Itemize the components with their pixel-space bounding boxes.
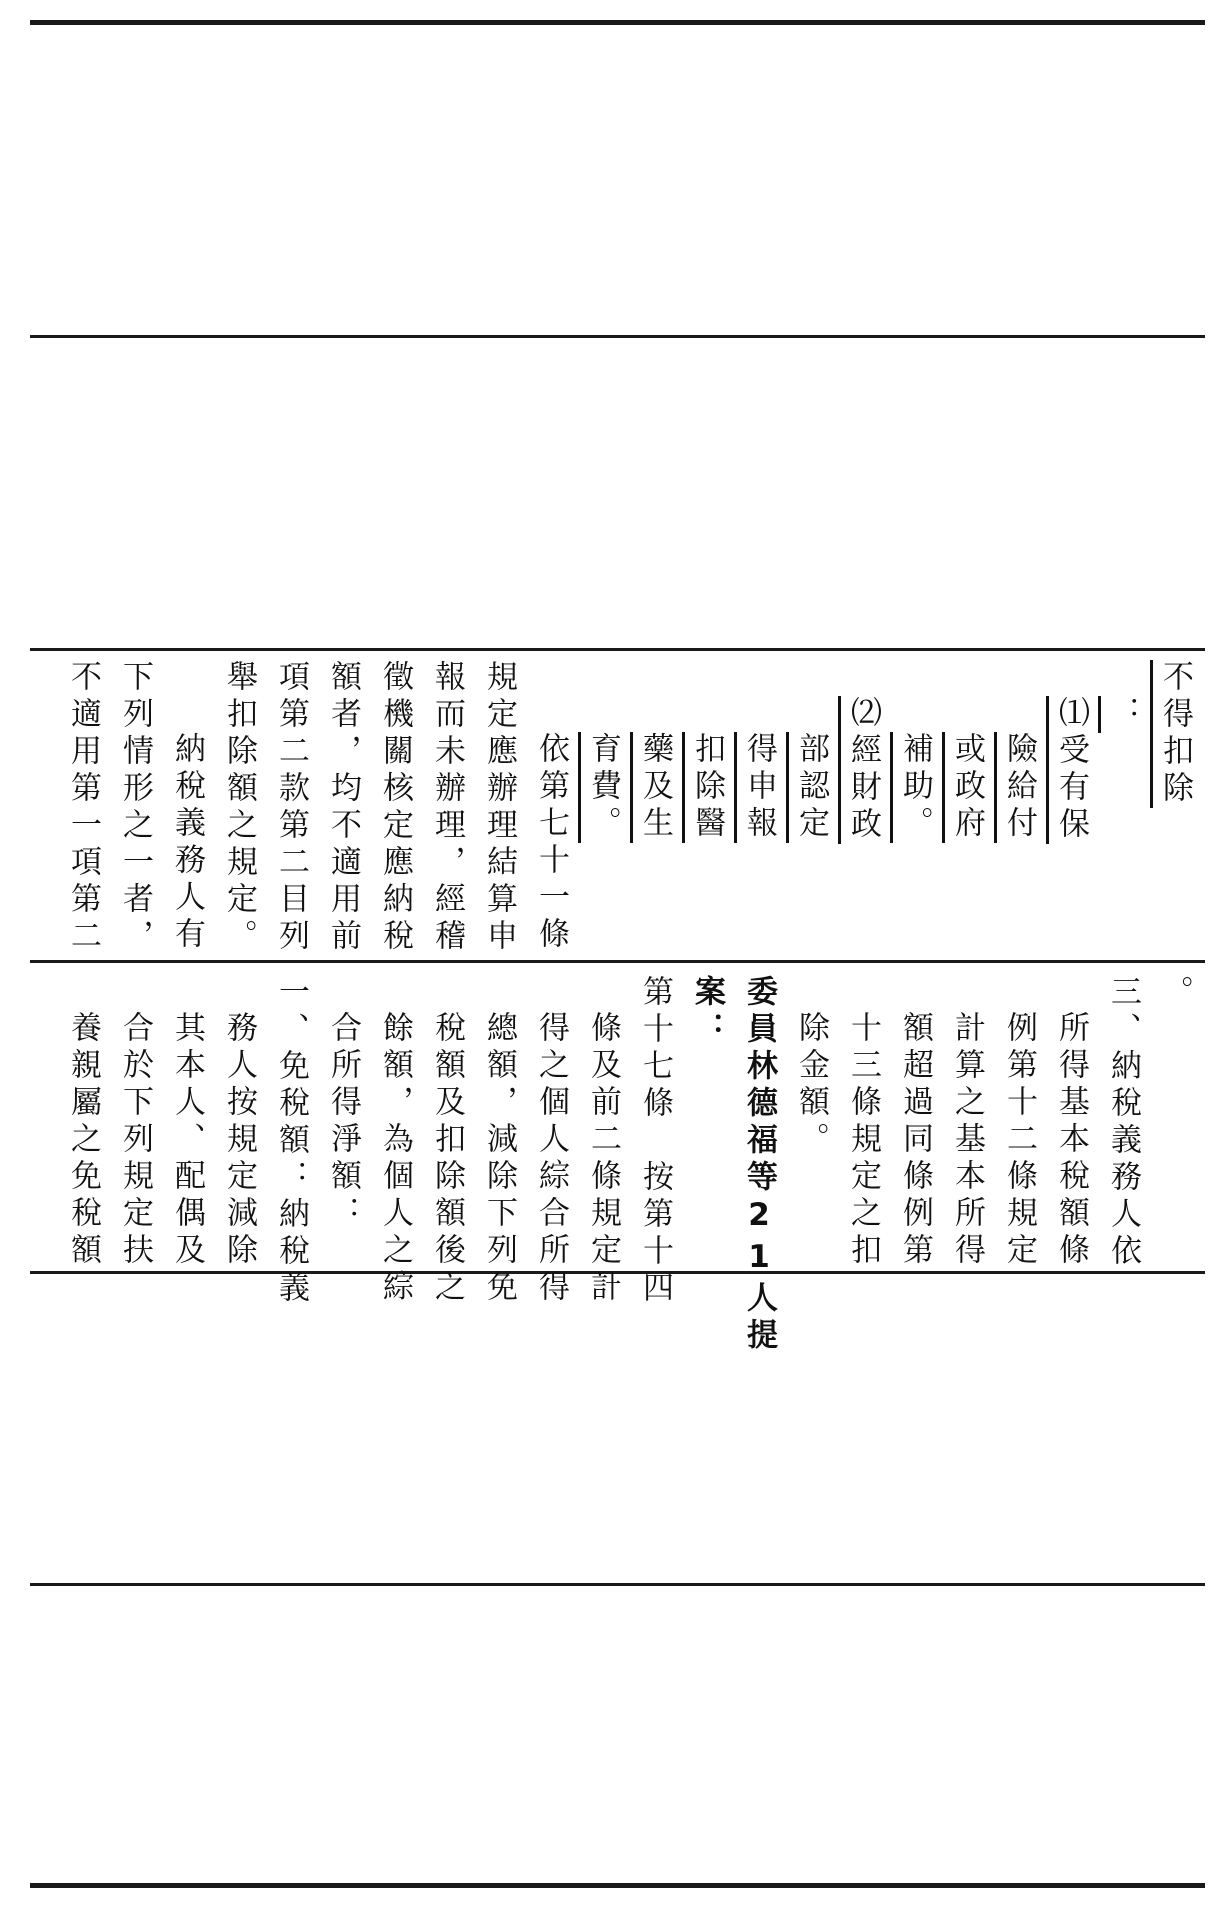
text-line: 條及前二條規定計 xyxy=(585,1011,621,1307)
text-line: ： xyxy=(1105,696,1141,733)
text-line: 依第七十一條 xyxy=(533,732,569,954)
text-line: 。 xyxy=(1157,975,1193,1012)
top-border-rule xyxy=(30,20,1205,25)
bottom-border-rule xyxy=(30,1883,1205,1888)
text-line: 除金額。 xyxy=(793,1011,829,1159)
text-line: 得申報 xyxy=(741,732,777,843)
text-line: 項第二款第二目列 xyxy=(273,660,309,956)
text-line: 或政府 xyxy=(949,732,985,843)
text-line: 餘額，為個人之綜 xyxy=(377,1011,413,1307)
text-line: 合於下列規定扶 xyxy=(117,1011,153,1270)
text-line: 委員林德福等21人提 xyxy=(741,975,777,1355)
text-line: 報而未辦理，經稽 xyxy=(429,660,465,956)
text-line: 總額，減除下列免 xyxy=(481,1011,517,1307)
text-line: 三、納稅義務人依 xyxy=(1105,975,1141,1271)
table-row-divider-1 xyxy=(30,335,1205,338)
text-line: 額者，均不適用前 xyxy=(325,660,361,956)
text-line: 額超過同條例第 xyxy=(897,1011,933,1270)
text-line: 舉扣除額之規定。 xyxy=(221,660,257,956)
table-row-divider-5 xyxy=(30,1583,1205,1586)
upper-text-block xyxy=(57,660,1201,960)
text-line: 一、免稅額：納稅義 xyxy=(273,975,309,1308)
text-line: ⑴受有保 xyxy=(1053,696,1089,844)
text-line: 部認定 xyxy=(793,732,829,843)
text-line: 所得基本稅額條 xyxy=(1053,1011,1089,1270)
text-line: 育費。 xyxy=(585,732,621,843)
text-line: 養親屬之免稅額 xyxy=(65,1011,101,1270)
lower-text-block xyxy=(57,975,1201,1355)
text-line: 十三條規定之扣 xyxy=(845,1011,881,1270)
text-line: 規定應辦理結算申 xyxy=(481,660,517,956)
text-line: 稅額及扣除額後之 xyxy=(429,1011,465,1307)
text-line: 合所得淨額： xyxy=(325,1011,361,1233)
text-line: 藥及生 xyxy=(637,732,673,843)
text-line: 納稅義務人有 xyxy=(169,732,205,954)
text-line: 第十七條 按第十四 xyxy=(637,975,673,1308)
text-line: 扣除醫 xyxy=(689,732,725,843)
text-line: 不得扣除 xyxy=(1157,660,1193,808)
text-line: 下列情形之一者， xyxy=(117,660,153,956)
text-line: 務人按規定減除 xyxy=(221,1011,257,1270)
text-line: 案： xyxy=(689,975,725,1049)
text-line: 計算之基本所得 xyxy=(949,1011,985,1270)
text-line: 徵機關核定應納稅 xyxy=(377,660,413,956)
text-line: 得之個人綜合所得 xyxy=(533,1011,569,1307)
text-line: 不適用第一項第二 xyxy=(65,660,101,956)
text-line: ⑵經財政 xyxy=(845,696,881,844)
text-line: 補助。 xyxy=(897,732,933,843)
table-row-divider-3 xyxy=(30,960,1205,963)
table-row-divider-2 xyxy=(30,648,1205,651)
text-line: 其本人、配偶及 xyxy=(169,1011,205,1270)
text-line: 險給付 xyxy=(1001,732,1037,843)
text-line: 例第十二條規定 xyxy=(1001,1011,1037,1270)
